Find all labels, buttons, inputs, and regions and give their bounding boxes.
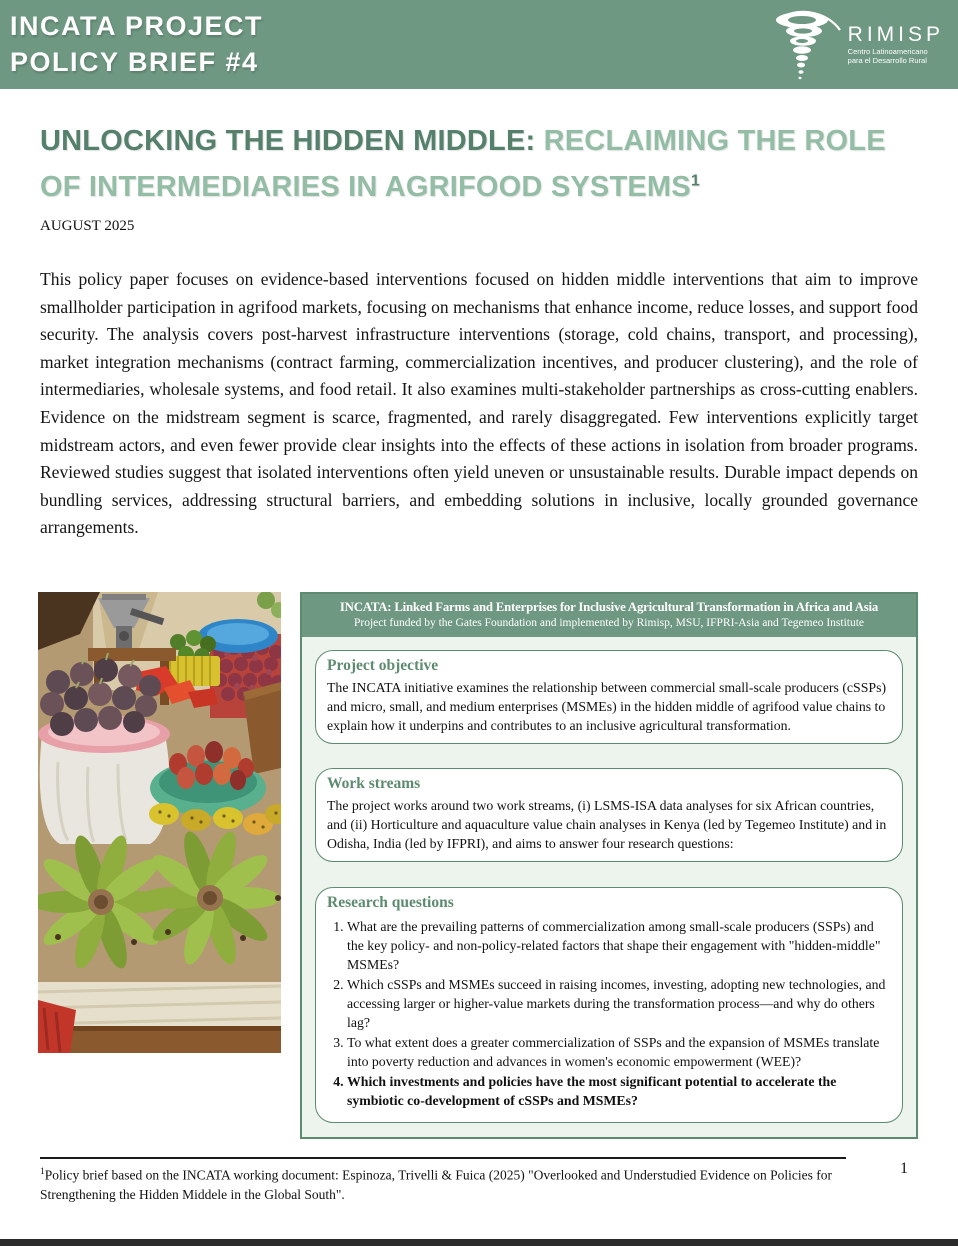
section-research-questions bbox=[315, 887, 903, 1123]
tornado-icon bbox=[770, 6, 844, 82]
section-heading-work-streams: Work streams bbox=[327, 775, 421, 792]
panel-title: INCATA: Linked Farms and Enterprises for Inclusive Agricultural Transformation in Africa and Asia bbox=[339, 600, 879, 614]
research-question-3: 3. To what extent does a greater commercialization of SSPs and the expansion of MSMEs translate into poverty reduction and advances in women's economic empowerment (WEE)? bbox=[347, 1033, 891, 1071]
panel-header bbox=[302, 594, 916, 637]
research-question-2: 2. Which cSSPs and MSMEs succeed in raising incomes, investing, adopting new technologies, and accessing larger or higher-value markets during the transformation process—and why do others lag? bbox=[347, 975, 891, 1032]
section-heading-research-questions: Research questions bbox=[327, 894, 454, 911]
abstract-paragraph: This policy paper focuses on evidence-based interventions focused on hidden middle interventions that aim to improve smallholder participation in agrifood markets, focusing on mechanisms that enhance income, reduce losses, and support food security. The analysis covers post-harvest infrastructure interventions (storage, cold chains, transport, and processing), market integration mechanisms (contract farming, commercialization incentives, and producer clustering), and the role of intermediaries, wholesale systems, and food retail. It also examines multi-stakeholder partnerships as cross-cutting enablers. Evidence on the midstream segment is scarce, fragmented, and rarely disaggregated. Few interventions explicitly target midstream actors, and even fewer provide clear insights into the effects of these actions in isolation from broader programs. Reviewed studies suggest that isolated interventions often yield uneven or unsustainable results. Durable impact depends on bundling services, addressing structural barriers, and embedding solutions in inclusive, locally grounded governance arrangements. bbox=[40, 269, 918, 538]
research-questions-list bbox=[327, 917, 891, 1110]
section-work-streams bbox=[315, 768, 903, 862]
title-block bbox=[40, 118, 922, 235]
banner-title-line1: INCATA PROJECT bbox=[10, 11, 264, 41]
section-project-objective bbox=[315, 650, 903, 744]
title-footnote-marker: 1 bbox=[690, 172, 700, 190]
incata-panel bbox=[300, 592, 918, 1139]
logo-tagline-2: para el Desarrollo Rural bbox=[847, 56, 927, 65]
footnote-text: Policy brief based on the INCATA working document: Espinoza, Trivelli & Fuica (2025) "Overlooked and Understudied Evidence on Policies for Strengthening the Hidden Middele in the Global South". bbox=[40, 1167, 833, 1202]
page-number: 1 bbox=[900, 1160, 908, 1177]
section-body-work-streams: The project works around two work streams, (i) LSMS-ISA data analyses for six African countries, and (ii) Horticulture and aquaculture value chain analyses in Kenya (led by Tegemeo Institute) and in Odisha, India (led by IFPRI), and aims to answer four research questions: bbox=[327, 798, 887, 851]
footnote bbox=[40, 1163, 858, 1204]
panel-subtitle: Project funded by the Gates Foundation and implemented by Rimisp, MSU, IFPRI-Asia and Tegemeo Institute bbox=[353, 617, 865, 629]
banner-title-line2: POLICY BRIEF #4 bbox=[10, 47, 259, 77]
market-produce-photo bbox=[38, 592, 281, 1053]
window-bottom-bar bbox=[0, 1239, 958, 1246]
title-highlight: RECLAIMING THE ROLE OF INTERMEDIARIES IN AGRIFOOD SYSTEMS bbox=[40, 125, 886, 203]
rimisp-logo bbox=[770, 6, 944, 82]
footnote-divider bbox=[40, 1157, 846, 1159]
section-body-project-objective: The INCATA initiative examines the relationship between commercial small-scale producers (cSSPs) and micro, small, and medium enterprises (MSMEs) in the hidden middle of agrifood value chains to explain how it underpins and contributes to an inclusive agricultural transformation. bbox=[327, 680, 887, 733]
publication-date: AUGUST 2025 bbox=[40, 218, 135, 234]
research-question-4: 4. Which investments and policies have the most significant potential to accelerate the symbiotic co-development of cSSPs and MSMEs? bbox=[347, 1072, 891, 1110]
logo-text bbox=[848, 23, 944, 66]
page-title bbox=[40, 118, 922, 210]
banner-title bbox=[10, 8, 263, 80]
logo-tagline-1: Centro Latinoamericano bbox=[847, 46, 928, 56]
research-question-1: 1. What are the prevailing patterns of commercialization among small-scale producers (SSPs) and the key policy- and non-policy-related factors that shape their engagement with "hidden-middle" MSMEs? bbox=[347, 917, 891, 974]
title-main: UNLOCKING THE HIDDEN MIDDLE: bbox=[40, 125, 544, 157]
header-banner bbox=[0, 0, 958, 89]
logo-wordmark: RIMISP bbox=[847, 22, 944, 46]
footnote-marker: 1 bbox=[40, 1167, 45, 1177]
section-heading-project-objective: Project objective bbox=[327, 657, 439, 674]
